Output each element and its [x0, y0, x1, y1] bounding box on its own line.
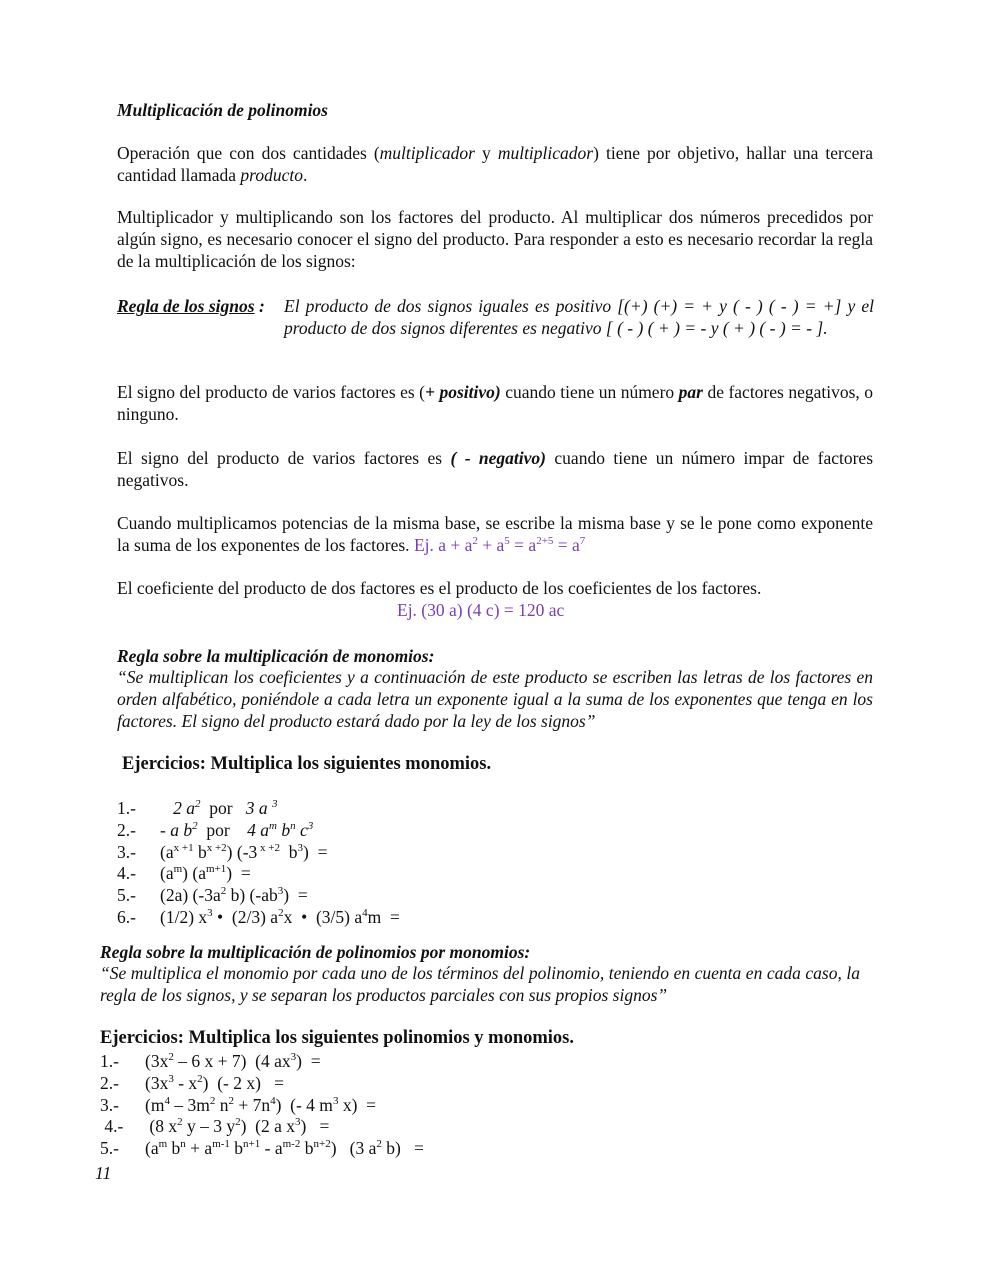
- paragraph-factors: [117, 206, 873, 272]
- superscript: 2: [197, 1072, 203, 1085]
- superscript: 2: [192, 819, 198, 832]
- text-segment: • (2/3) a: [212, 907, 279, 927]
- exercise-expression: [145, 1051, 321, 1071]
- text-segment: c: [295, 819, 308, 840]
- text-segment: Ej. a + a: [413, 535, 473, 555]
- text-segment: ) =: [300, 1116, 330, 1137]
- text-segment: + positivo): [425, 382, 501, 402]
- exercise-number: 3.-: [100, 1094, 119, 1115]
- exercise-number: 4.-: [117, 863, 136, 884]
- superscript: 2: [168, 1051, 174, 1063]
- text-segment: ) (-3: [226, 841, 258, 862]
- exercise-item: [100, 1050, 321, 1072]
- exercise-expression: [160, 798, 277, 818]
- text-segment: (m: [145, 1094, 165, 1115]
- exercises-monomials-title: Ejercicios: Multiplica los siguientes monomios.: [122, 754, 492, 774]
- text-segment: cuando tiene un número: [500, 382, 679, 402]
- text-segment: par: [678, 382, 703, 402]
- exercise-number: 2.-: [100, 1072, 119, 1093]
- superscript: 3: [332, 1094, 339, 1107]
- sign-rule-colon: :: [254, 296, 265, 316]
- text-segment: ) (- 4 m: [275, 1094, 333, 1115]
- exercise-number: 5.-: [117, 885, 136, 906]
- text-segment: a: [186, 798, 195, 818]
- superscript: m: [269, 819, 277, 832]
- text-segment: (8 x: [145, 1116, 178, 1137]
- exercise-expression: [145, 1095, 376, 1115]
- monomial-rule-title: Regla sobre la multiplicación de monomios:: [117, 646, 435, 666]
- text-segment: – 6 x + 7) (4 ax: [173, 1051, 291, 1071]
- text-segment: b) (-ab: [226, 885, 278, 906]
- text-segment: multiplicador: [497, 143, 594, 163]
- superscript: 2: [220, 885, 227, 898]
- superscript: m: [158, 1138, 168, 1151]
- text-segment: b: [193, 841, 207, 862]
- text-segment: y: [474, 143, 498, 163]
- exercise-expression: [160, 842, 327, 862]
- text-segment: b: [276, 819, 291, 840]
- text-segment: n: [215, 1094, 229, 1115]
- text-segment: - x: [173, 1072, 198, 1093]
- superscript: 2+5: [536, 535, 554, 547]
- exercise-number: 5.-: [100, 1138, 119, 1159]
- superscript: x +2: [257, 841, 280, 854]
- superscript: m-1: [212, 1138, 230, 1151]
- coefficient-example: Ej. (30 a) (4 c) = 120 ac: [397, 600, 565, 620]
- exercise-item: [100, 1137, 424, 1159]
- text-segment: Multiplicador y multiplicando son los factores del producto. Al multiplicar dos números precedidos por algún signo, es necesario conocer el signo del producto. Para responder a esto es necesario recordar la regla de la multiplicación de los signos:: [117, 207, 873, 271]
- superscript: 2: [472, 535, 478, 547]
- text-segment: producto: [240, 165, 303, 185]
- exercise-expression: [160, 820, 313, 840]
- text-segment: (a: [160, 841, 174, 862]
- superscript: m+1: [205, 863, 227, 876]
- exercise-number: 6.-: [117, 907, 136, 927]
- superscript: m: [173, 863, 183, 876]
- exercise-item: [100, 1094, 376, 1116]
- text-segment: - a: [260, 1138, 283, 1159]
- text-segment: El coeficiente del producto de dos factores es el producto de los coeficientes de los factores.: [117, 578, 762, 598]
- text-segment: de factores negativos, o ninguno.: [117, 382, 873, 424]
- text-segment: ) tiene por objetivo, hallar una tercera cantidad llamada: [117, 143, 873, 185]
- superscript: n: [180, 1138, 186, 1151]
- text-segment: y – 3 y: [182, 1116, 236, 1137]
- paragraph-definition: [117, 142, 873, 186]
- text-segment: 4 a: [247, 819, 270, 840]
- text-segment: Operación que con dos cantidades (: [117, 143, 380, 163]
- text-segment: b: [167, 1138, 181, 1159]
- text-segment: ( - negativo): [450, 448, 547, 468]
- exercise-number: 1.-: [117, 798, 136, 818]
- superscript: x +1: [173, 841, 194, 854]
- superscript: 3: [168, 1072, 174, 1085]
- text-segment: 3 a: [245, 798, 272, 818]
- text-segment: (a: [160, 863, 174, 884]
- superscript: 4: [270, 1094, 276, 1107]
- text-segment: x) =: [338, 1094, 377, 1115]
- exercise-item: [100, 1072, 284, 1094]
- sign-rule-label: Regla de los signos: [117, 296, 255, 316]
- text-segment: (2a) (-3a: [160, 885, 221, 906]
- superscript: 4: [362, 907, 368, 919]
- paragraph-negative: [117, 447, 873, 491]
- text-segment: b: [280, 841, 298, 862]
- text-segment: – 3m: [169, 1094, 210, 1115]
- exercise-item: [117, 884, 308, 906]
- text-segment: b: [229, 1138, 244, 1159]
- superscript: 4: [164, 1094, 170, 1107]
- superscript: n: [290, 819, 296, 832]
- superscript: n+1: [243, 1138, 261, 1151]
- text-segment: + a: [185, 1138, 213, 1159]
- exercise-number: 1.-: [100, 1051, 119, 1071]
- text-segment: m =: [367, 907, 400, 927]
- text-segment: ) (2 a x: [240, 1116, 296, 1137]
- text-segment: b: [300, 1138, 314, 1159]
- exercise-expression: [160, 863, 251, 883]
- superscript: 3: [297, 841, 303, 854]
- superscript: 2: [376, 1138, 382, 1151]
- monomial-rule-text: “Se multiplican los coeficientes y a continuación de este producto se escriben las letras de los factores en orden alfabético, poniéndole a cada letra un exponente igual a la suma de los exponentes que tenga en los factores. El signo del producto estará dado por la ley de los signos”: [117, 667, 873, 731]
- superscript: 7: [579, 535, 586, 547]
- sign-rule: [117, 295, 877, 338]
- exercise-number: 3.-: [117, 841, 136, 862]
- text-segment: ) =: [303, 841, 328, 862]
- superscript: m-2: [282, 1138, 301, 1151]
- superscript: 2: [209, 1094, 216, 1107]
- text-segment: (3x: [145, 1072, 169, 1093]
- exercise-expression: [160, 885, 308, 905]
- exercises-polynomials-title: Ejercicios: Multiplica los siguientes polinomios y monomios.: [100, 1028, 574, 1048]
- paragraph-positive: [117, 381, 873, 425]
- text-segment: + a: [477, 535, 505, 555]
- text-segment: cuando tiene un número impar de factores negativos.: [117, 448, 874, 490]
- paragraph-coefficient: [117, 577, 877, 599]
- superscript: 2: [235, 1116, 241, 1129]
- text-segment: + 7n: [233, 1094, 271, 1115]
- text-segment: (3x: [145, 1051, 169, 1071]
- text-segment: por: [197, 819, 248, 840]
- exercise-number: 2.-: [117, 819, 136, 840]
- paragraph-powers: [117, 512, 873, 556]
- exercise-number: 4.-: [100, 1116, 124, 1137]
- polynomial-rule-text: “Se multiplica el monomio por cada uno de los términos del polinomio, teniendo en cuenta en cada caso, la regla de los signos, y se separan los productos parciales con sus propios signos”: [100, 963, 860, 1005]
- exercise-expression: [145, 1116, 329, 1136]
- superscript: 2: [195, 798, 201, 810]
- section-title: Multiplicación de polinomios: [117, 100, 328, 120]
- superscript: 2: [177, 1116, 183, 1129]
- text-segment: (1/2) x: [160, 907, 208, 927]
- superscript: x +2: [206, 841, 227, 854]
- text-segment: ) (3 a: [330, 1138, 377, 1159]
- superscript: 3: [207, 907, 213, 919]
- exercise-item: [100, 1115, 329, 1137]
- text-segment: ) =: [283, 885, 308, 906]
- text-segment: ) =: [296, 1051, 321, 1071]
- superscript: 5: [504, 535, 510, 547]
- exercise-expression: [145, 1073, 284, 1093]
- exercise-expression: [145, 1138, 424, 1158]
- superscript: 3: [290, 1051, 297, 1063]
- superscript: 3: [271, 798, 278, 810]
- text-segment: x • (3/5) a: [283, 907, 363, 927]
- text-segment: b) =: [381, 1138, 424, 1159]
- superscript: 3: [307, 819, 314, 832]
- superscript: 2: [228, 1094, 234, 1107]
- text-segment: 2: [160, 798, 187, 818]
- text-segment: = a: [553, 535, 580, 555]
- text-segment: Cuando multiplicamos potencias de la misma base, se escribe la misma base y se le pone como exponente la suma de los exponentes de los factores.: [117, 513, 873, 555]
- text-segment: por: [200, 798, 246, 818]
- text-segment: El signo del producto de varios factores es: [117, 448, 451, 468]
- text-segment: ) =: [226, 863, 251, 884]
- exercise-item: [117, 841, 327, 863]
- text-segment: (a: [145, 1138, 159, 1159]
- polynomial-rule-title: Regla sobre la multiplicación de polinomios por monomios:: [100, 942, 531, 962]
- text-segment: - a b: [160, 819, 193, 840]
- exercise-item: [117, 819, 313, 841]
- text-segment: ) (- 2 x) =: [202, 1072, 284, 1093]
- exercise-item: [117, 797, 277, 819]
- exercise-expression: [160, 907, 400, 927]
- exercise-item: [117, 906, 400, 928]
- superscript: 3: [277, 885, 284, 898]
- superscript: 3: [295, 1116, 301, 1129]
- text-segment: ) (a: [182, 863, 206, 884]
- sign-rule-text: El producto de dos signos iguales es positivo [(+) (+) = + y ( - ) ( - ) = +] y el producto de dos signos diferentes es negativo [ ( - ) ( + ) = - y ( + ) ( - ) = - ].: [284, 296, 874, 338]
- page-number: 11: [95, 1163, 112, 1183]
- exercise-item: [117, 862, 251, 884]
- superscript: 2: [278, 907, 284, 919]
- superscript: n+2: [313, 1138, 331, 1151]
- text-segment: El signo del producto de varios factores es (: [117, 382, 426, 402]
- text-segment: .: [302, 165, 308, 185]
- text-segment: multiplicador: [379, 143, 475, 163]
- text-segment: = a: [509, 535, 537, 555]
